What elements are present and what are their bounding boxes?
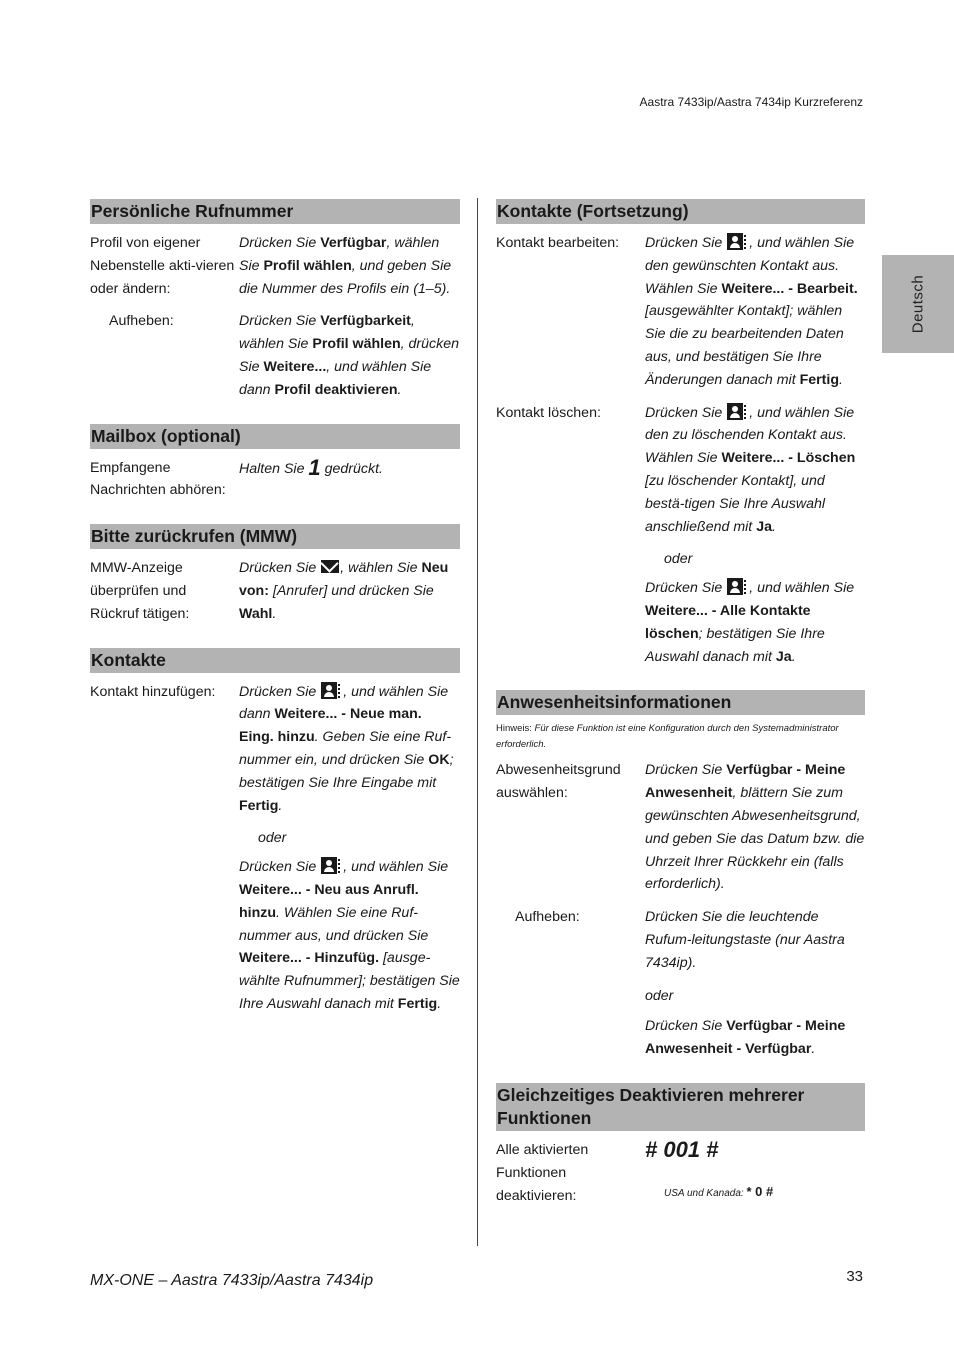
instruction-text: Drücken Sie , und wählen Sie dann Weitere... - Neue man. Eing. hinzu. Geben Sie eine Ruf-nummer ein, und drücken Sie OK; bestätigen Sie Ihre Eingabe mit Fertig. [239, 683, 454, 814]
instruction-label: Aufheben: [515, 909, 580, 926]
section-gleichzeitig [496, 1083, 865, 1207]
instruction-label: Abwesenheitsgrund auswählen: [496, 762, 621, 802]
contacts-key-icon [727, 233, 743, 250]
instruction-label-empty [90, 856, 239, 1016]
instruction-text: Drücken Sie , und wählen Sie Weitere... - Alle Kontakte löschen; bestätigen Sie Ihre Auswahl danach mit Ja. [645, 580, 855, 665]
instruction-text: Drücken Sie , und wählen Sie den zu löschenden Kontakt aus. Wählen Sie Weitere... - Löschen [zu löschender Kontakt], und bestä-tigen Sie Ihre Auswahl anschließend mit Ja. [645, 404, 856, 535]
page-header: Aastra 7433ip/Aastra 7434ip Kurzreferenz [639, 95, 863, 109]
instruction-row [496, 402, 865, 539]
right-column [496, 199, 865, 1229]
instruction-label: MMW-Anzeige überprüfen und Rückruf tätigen: [90, 560, 190, 622]
instruction-row [496, 577, 865, 668]
hint-note: Hinweis: Für diese Funktion ist eine Konfiguration durch den Systemadministrator erforderlich. [496, 723, 839, 751]
instruction-label: Kontakt bearbeiten: [496, 235, 620, 251]
deactivate-code: # 001 # [645, 1136, 719, 1162]
section-title: Bitte zurückrufen (MMW) [90, 524, 460, 549]
section-kontakte [90, 648, 460, 1016]
instruction-row [496, 232, 865, 392]
instruction-row [496, 906, 865, 974]
language-tab-label: Deutsch [909, 274, 927, 334]
instruction-text: Drücken Sie Verfügbar - Meine Anwesenheit - Verfügbar. [645, 1018, 846, 1058]
instruction-row [90, 681, 460, 818]
instruction-label: Aufheben: [109, 313, 174, 330]
oder-separator: oder [664, 551, 693, 568]
instruction-text: Drücken Sie die leuchtende Rufum-leitungstaste (nur Aastra 7434ip). [645, 909, 845, 971]
instruction-text: Drücken Sie , wählen Sie Neu von: [Anrufer] und drücken Sie Wahl. [239, 560, 449, 622]
oder-separator: oder [645, 987, 674, 1004]
contacts-key-icon [321, 857, 337, 874]
contacts-key-icon [727, 578, 743, 595]
left-column [90, 199, 460, 1038]
instruction-text: Drücken Sie Verfügbar - Meine Anwesenheit, blättern Sie zum gewünschten Abwesenheitsgrund, und geben Sie das Datum bzw. die Uhrzeit Ihrer Rückkehr ein (falls erforderlich). [645, 762, 865, 893]
contacts-key-icon [321, 682, 337, 699]
instruction-text: Drücken Sie Verfügbarkeit, wählen Sie Profil wählen, drücken Sie Weitere..., und wählen Sie dann Profil deaktivieren. [239, 313, 460, 398]
instruction-row [90, 310, 460, 401]
section-title: Persönliche Rufnummer [90, 199, 460, 224]
section-persoenliche-rufnummer [90, 199, 460, 402]
mail-envelope-icon [321, 560, 339, 573]
section-mmw [90, 524, 460, 625]
page-number: 33 [846, 1268, 863, 1285]
instruction-row [90, 232, 460, 300]
instruction-text: Drücken Sie , und wählen Sie Weitere... - Neu aus Anrufl. hinzu. Wählen Sie eine Ruf-nummer aus, und drücken Sie Weitere... - Hinzufüg. [ausge-wählte Rufnummer]; bestätigen Sie Ihre Auswahl danach mit Fertig. [239, 859, 460, 1012]
section-title: Kontakte [90, 648, 460, 673]
instruction-text: Halten Sie 1 gedrückt. [239, 454, 383, 480]
instruction-label: Alle aktivierten Funktionen deaktivieren: [496, 1141, 589, 1204]
section-title: Kontakte (Fortsetzung) [496, 199, 865, 224]
instruction-text: Drücken Sie , und wählen Sie den gewünschten Kontakt aus. Wählen Sie Weitere... - Bearbeit. [ausgewählter Kontakt]; wählen Sie die zu bearbeitenden Daten aus, und bestätigen Sie Ihre Änderungen danach mit Fertig. [645, 235, 858, 388]
instruction-row [90, 454, 460, 503]
section-title: Anwesenheitsinformationen [496, 690, 865, 715]
contacts-key-icon [727, 403, 743, 420]
section-title: Mailbox (optional) [90, 424, 460, 449]
instruction-label: Kontakt löschen: [496, 404, 601, 421]
key-one: 1 [308, 454, 321, 480]
footer-product: MX-ONE – Aastra 7433ip/Aastra 7434ip [90, 1272, 374, 1289]
section-kontakte-fortsetzung [496, 199, 865, 668]
instruction-row [496, 1136, 865, 1207]
section-anwesenheit [496, 690, 865, 1061]
instruction-label: Empfangene Nachrichten abhören: [90, 459, 226, 499]
instruction-row [90, 557, 460, 625]
instruction-row [496, 759, 865, 896]
section-title: Gleichzeitiges Deaktivieren mehrerer Funktionen [496, 1083, 865, 1131]
instruction-label-empty [496, 1015, 645, 1061]
instruction-text: Drücken Sie Verfügbar, wählen Sie Profil wählen, und geben Sie die Nummer des Profils ein (1–5). [239, 235, 452, 297]
instruction-label: Kontakt hinzufügen: [90, 683, 216, 700]
instruction-label: Profil von eigener Nebenstelle akti-vieren oder ändern: [90, 235, 235, 297]
column-divider [477, 198, 478, 1246]
section-mailbox [90, 424, 460, 503]
oder-separator: oder [258, 830, 287, 847]
instruction-row [90, 856, 460, 1016]
usa-canada-code: USA und Kanada: * 0 # [664, 1183, 774, 1199]
instruction-row [496, 1015, 865, 1061]
language-tab [882, 255, 954, 353]
instruction-text [645, 1136, 865, 1207]
instruction-label-empty [496, 577, 645, 668]
